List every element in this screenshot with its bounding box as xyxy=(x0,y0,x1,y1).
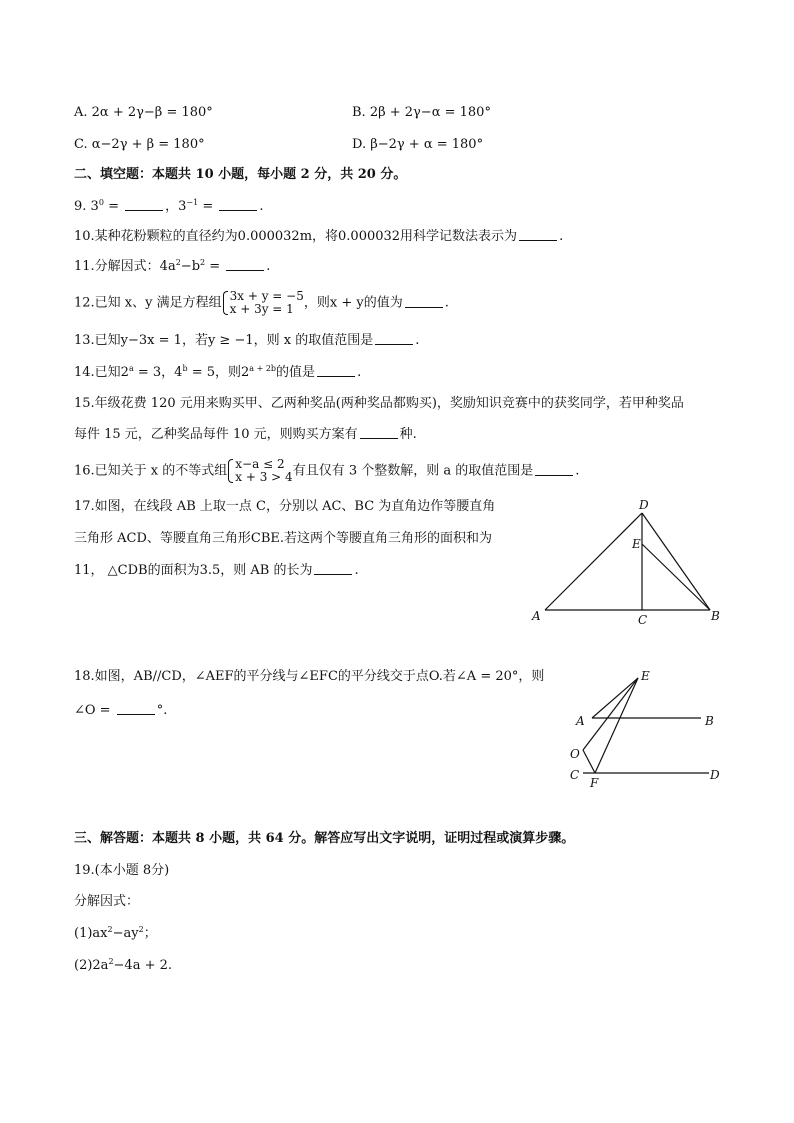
option-c: C. α−2γ + β = 180° xyxy=(74,137,205,152)
option-d: D. β−2γ + α = 180° xyxy=(352,137,484,152)
label-b: B xyxy=(711,609,720,623)
label-c: C xyxy=(570,768,580,782)
answer-blank xyxy=(117,702,155,715)
triangle-figure-17 xyxy=(528,496,728,630)
answer-blank xyxy=(360,426,398,439)
label-a: A xyxy=(532,609,541,623)
label-o: O xyxy=(570,747,580,761)
question-17-line-2: 三角形 ACD、等腰直角三角形CBE.若这两个等腰直角三角形的面积和为 xyxy=(74,531,493,546)
inequality-system: x−a ≤ 2 x + 3 > 4 xyxy=(227,458,292,484)
question-9: 9. $3^0$ = ，$3^{-1}$ = . xyxy=(74,198,264,214)
question-18-line-1: 18.如图，AB//CD，∠AEF的平分线与∠EFC的平分线交于点O.若∠A = 20°，则 xyxy=(74,669,545,684)
section-3-title: 三、解答题：本题共 8 小题，共 64 分。解答应写出文字说明，证明过程或演算步骤。 xyxy=(74,831,575,846)
segment-ea xyxy=(592,678,638,718)
question-17-line-1: 17.如图，在线段 AB 上取一点 C，分别以 AC、BC 为直角边作等腰直角 xyxy=(74,499,496,514)
question-14: 14.已知$2^a = 3$，$4^b = 5$，则$2^{a + 2b}$的值是 . xyxy=(74,364,362,380)
question-17-line-3: 11， △CDB的面积为3.5，则 AB 的长为 . xyxy=(74,563,359,578)
label-f: F xyxy=(590,776,599,790)
label-c: C xyxy=(638,613,648,627)
answer-blank xyxy=(314,562,352,575)
answer-blank xyxy=(375,332,413,345)
question-11: 11.分解因式：$4a^2-b^2$ = . xyxy=(74,258,271,274)
question-19-header: 19.(本小题 8分) xyxy=(74,863,170,878)
question-15-line-1: 15.年级花费 120 元用来购买甲、乙两种奖品(两种奖品都购买)，奖励知识竞赛中的获奖同学，若甲种奖品 xyxy=(74,396,684,411)
answer-blank xyxy=(317,364,355,377)
question-19-part-1: $(1)ax^2-ay^2$； xyxy=(74,925,157,941)
option-b: B. 2β + 2γ−α = 180° xyxy=(352,105,491,120)
answer-blank xyxy=(219,198,257,211)
section-2-title: 二、填空题：本题共 10 小题，每小题 2 分，共 20 分。 xyxy=(74,167,407,182)
question-15-line-2: 每件 15 元，乙种奖品每件 10 元，则购买方案有 种. xyxy=(74,427,417,442)
question-19-part-2: $(2)2a^2-4a + 2$. xyxy=(74,957,173,973)
answer-blank xyxy=(226,258,264,271)
label-b: B xyxy=(705,714,714,728)
segment-of xyxy=(583,750,595,773)
equation-system: 3x + y = −5 x + 3y = 1 xyxy=(222,290,304,316)
question-10: 10.某种花粉颗粒的直径约为0.000032m，将0.000032用科学记数法表示为 . xyxy=(74,229,564,244)
question-16: 16.已知关于 x 的不等式组 x−a ≤ 2 x + 3 > 4有且仅有 3 个整数解，则 a 的取值范围是 . xyxy=(74,457,580,484)
question-12: 12.已知 x、y 满足方程组 3x + y = −5 x + 3y = 1 ，则x + y的值为 . xyxy=(74,289,449,316)
answer-blank xyxy=(519,228,557,241)
label-e: E xyxy=(641,669,650,683)
question-13: 13.已知y−3x = 1，若y ≥ −1，则 x 的取值范围是 . xyxy=(74,333,420,348)
question-19-prompt: 分解因式： xyxy=(74,894,140,909)
segment-db xyxy=(642,513,710,610)
parallel-lines-figure-18 xyxy=(564,666,734,792)
option-a: A. 2α + 2γ−β = 180° xyxy=(74,105,213,120)
segment-ad xyxy=(545,513,642,610)
answer-blank xyxy=(535,463,573,476)
label-a: A xyxy=(576,714,585,728)
label-e: E xyxy=(632,537,641,551)
answer-blank xyxy=(125,198,163,211)
label-d: D xyxy=(710,768,720,782)
segment-eb xyxy=(642,544,710,610)
label-d: D xyxy=(639,498,649,512)
answer-blank xyxy=(405,295,443,308)
question-18-line-2: ∠O = °. xyxy=(74,703,168,718)
